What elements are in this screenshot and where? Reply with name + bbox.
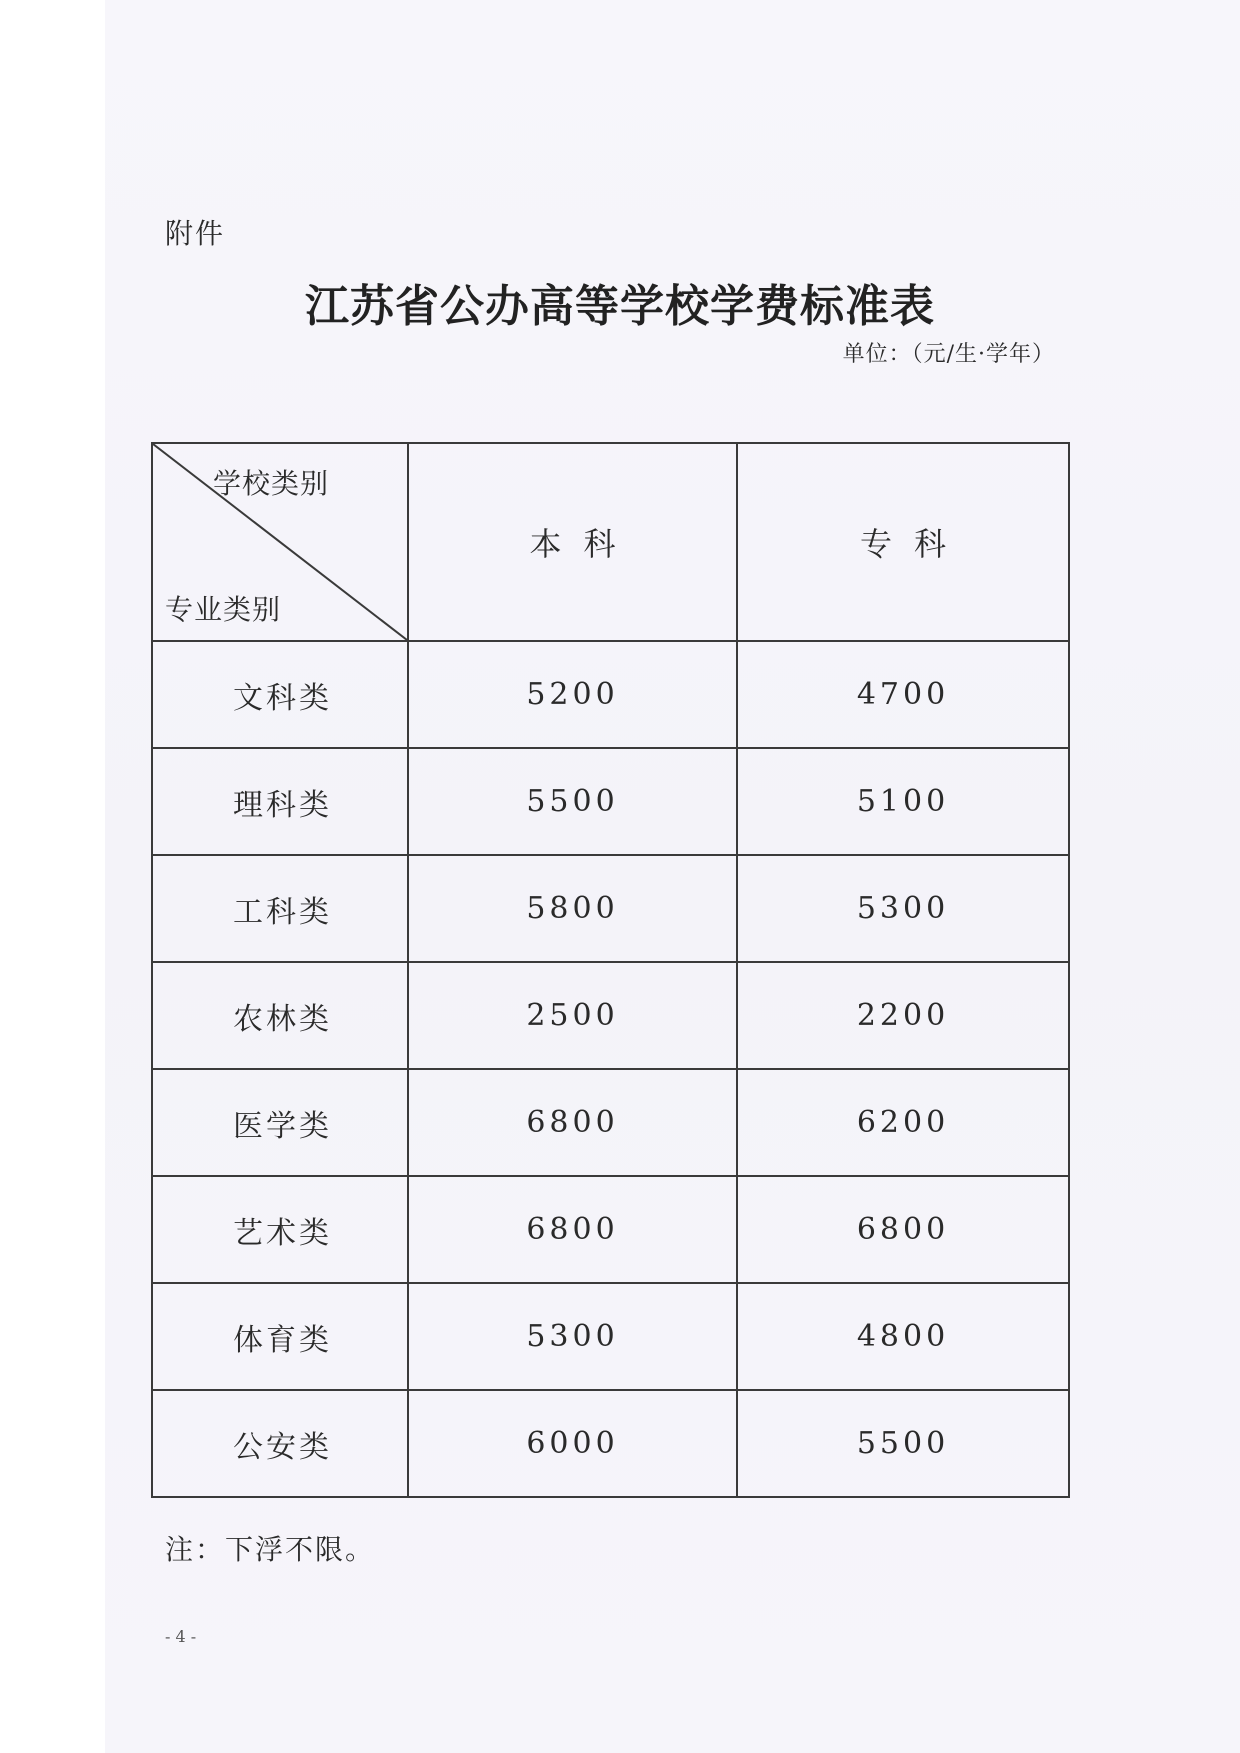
- undergraduate-fee-cell: 6000: [408, 1390, 737, 1497]
- attachment-label: 附件: [165, 217, 226, 250]
- category-cell: 体育类: [152, 1283, 408, 1390]
- major-type-header: 专业类别: [165, 593, 282, 626]
- undergraduate-fee-cell: 5800: [408, 855, 737, 962]
- page-number: - 4 -: [165, 1627, 197, 1646]
- junior-college-fee-cell: 4700: [737, 641, 1069, 748]
- column-header-junior-college: 专科: [737, 443, 1069, 641]
- page-title: 江苏省公办高等学校学费标准表: [305, 281, 935, 332]
- undergraduate-fee-cell: 5500: [408, 748, 737, 855]
- table-row: [152, 962, 1069, 1069]
- undergraduate-fee-cell: 6800: [408, 1176, 737, 1283]
- column-header-undergraduate: 本科: [408, 443, 737, 641]
- table-row: [152, 1069, 1069, 1176]
- school-type-header: 学校类别: [213, 467, 330, 500]
- table-row: [152, 855, 1069, 962]
- footnote: 注：下浮不限。: [165, 1533, 376, 1566]
- junior-college-fee-cell: 2200: [737, 962, 1069, 1069]
- table-row: [152, 1390, 1069, 1497]
- table-row: [152, 1283, 1069, 1390]
- undergraduate-fee-cell: 6800: [408, 1069, 737, 1176]
- junior-college-fee-cell: 5100: [737, 748, 1069, 855]
- junior-college-fee-cell: 6800: [737, 1176, 1069, 1283]
- table-row: [152, 748, 1069, 855]
- junior-college-fee-cell: 4800: [737, 1283, 1069, 1390]
- tuition-fee-table: [151, 442, 1070, 1498]
- table-row: [152, 1176, 1069, 1283]
- category-cell: 文科类: [152, 641, 408, 748]
- undergraduate-fee-cell: 2500: [408, 962, 737, 1069]
- junior-college-fee-cell: 5300: [737, 855, 1069, 962]
- undergraduate-fee-cell: 5300: [408, 1283, 737, 1390]
- junior-college-fee-cell: 6200: [737, 1069, 1069, 1176]
- diagonal-header-cell: [152, 443, 408, 641]
- category-cell: 工科类: [152, 855, 408, 962]
- category-cell: 理科类: [152, 748, 408, 855]
- junior-college-fee-cell: 5500: [737, 1390, 1069, 1497]
- table-row: [152, 641, 1069, 748]
- unit-label: 单位：（元/生·学年）: [842, 342, 1055, 367]
- category-cell: 农林类: [152, 962, 408, 1069]
- category-cell: 医学类: [152, 1069, 408, 1176]
- undergraduate-fee-cell: 5200: [408, 641, 737, 748]
- category-cell: 公安类: [152, 1390, 408, 1497]
- category-cell: 艺术类: [152, 1176, 408, 1283]
- table-header-row: [152, 443, 1069, 641]
